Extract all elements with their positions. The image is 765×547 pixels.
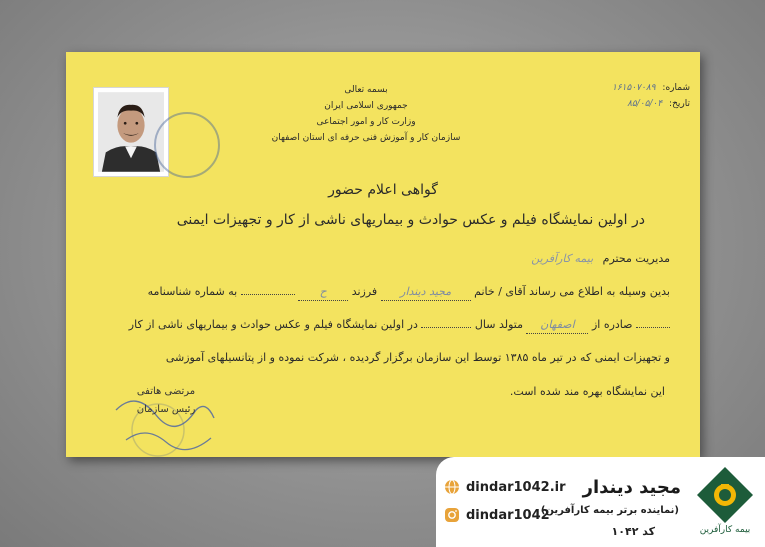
portrait-image [98, 92, 164, 172]
reference-block [612, 80, 690, 112]
date-label: تاریخ: [669, 99, 690, 109]
signer-role: رئیس سازمان [136, 404, 196, 415]
certificate-title: گواهی اعلام حضور [328, 182, 438, 198]
stamp-seal [154, 112, 220, 178]
agent-name: مجید دیندار [582, 477, 681, 498]
body-line-3: و تجهیزات ایمنی که در تیر ماه ۱۳۸۵ توسط این سازمان برگزار گردیده ، شرکت نموده و از پتانسیلهای آموزشی [165, 351, 670, 364]
body-line-1 [148, 284, 670, 301]
instagram-text: dindar1042 [466, 507, 550, 523]
salutation-label: مدیریت محترم [602, 252, 670, 265]
karafarin-logo [693, 463, 757, 541]
father-name: ح [298, 284, 348, 301]
recipient-name: مجید دیندار [381, 284, 471, 301]
signature-scribble [96, 370, 226, 460]
website-link[interactable] [444, 479, 566, 495]
instagram-link[interactable] [444, 507, 550, 523]
id-number-blank [241, 286, 295, 295]
agent-code: کد ۱۰۴۲ [611, 525, 655, 538]
body-line-1-b: فرزند [351, 285, 378, 298]
leading-blank [636, 319, 670, 328]
header-line-2: جمهوری اسلامی ایران [324, 101, 408, 111]
website-text: dindar1042.ir [466, 479, 566, 495]
certificate-subtitle: در اولین نمایشگاه فیلم و عکس حوادث و بیماریهای ناشی از کار و تجهیزات ایمنی [176, 212, 645, 228]
salutation-value: بیمه کارآفرین [531, 252, 594, 265]
number-value: ۱۶۱۵۰۷۰۸۹ [612, 83, 656, 93]
letterhead [266, 82, 466, 146]
instagram-icon [444, 507, 460, 523]
header-line-1: بسمه تعالی [344, 85, 388, 95]
signature-block [96, 370, 226, 460]
body-line-4: این نمایشگاه بهره مند شده است. [509, 385, 665, 398]
agent-role: (نماینده برتر بیمه کارآفرین) [540, 505, 679, 516]
globe-icon [444, 479, 460, 495]
issue-place: اصفهان [526, 317, 588, 334]
certificate [66, 52, 700, 457]
body-line-1-c: به شماره شناسنامه [147, 285, 238, 298]
header-line-3: وزارت کار و امور اجتماعی [316, 117, 416, 127]
salutation [531, 252, 670, 265]
signer-name: مرتضی هاتفی [136, 386, 196, 397]
date-value: ۸۵/۰۵/۰۴ [627, 99, 663, 109]
body-line-2-b: متولد سال [474, 318, 523, 331]
header-line-4: سازمان کار و آموزش فنی حرفه ای استان اصفهان [271, 133, 461, 143]
body-line-2-c: در اولین نمایشگاه فیلم و عکس حوادث و بیماریهای ناشی از کار [128, 318, 418, 331]
birth-year-blank [421, 319, 471, 328]
logo-text: بیمه کارآفرین [699, 525, 751, 535]
body-line-2 [129, 317, 670, 334]
number-label: شماره: [662, 83, 690, 93]
body-line-2-a: صادره از [591, 318, 633, 331]
body-line-1-a: بدین وسیله به اطلاع می رساند آقای / خانم [474, 285, 670, 298]
agent-badge [436, 457, 765, 547]
